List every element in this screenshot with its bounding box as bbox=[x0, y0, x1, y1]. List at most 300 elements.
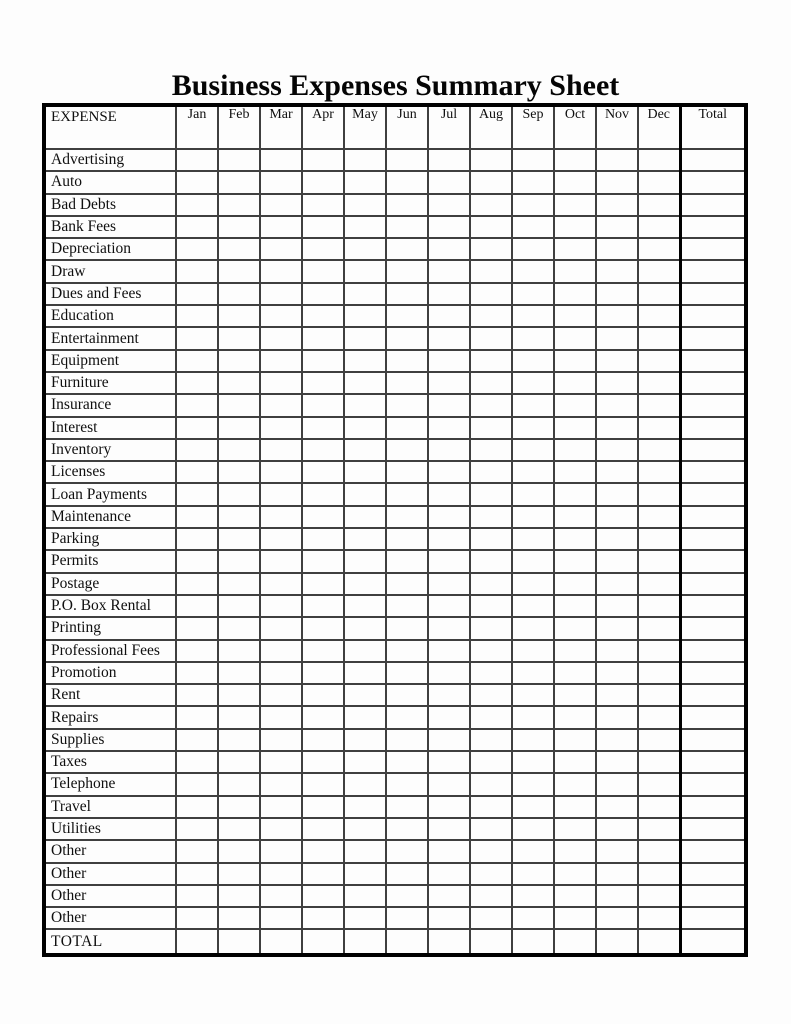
expense-row bbox=[44, 595, 746, 617]
month-value-cell bbox=[638, 260, 680, 282]
month-value-cell bbox=[218, 238, 260, 260]
month-value-cell bbox=[470, 550, 512, 572]
expense-row-label: Auto bbox=[44, 171, 176, 193]
month-value-cell bbox=[302, 796, 344, 818]
month-value-cell bbox=[302, 863, 344, 885]
month-value-cell bbox=[596, 283, 638, 305]
month-value-cell bbox=[176, 907, 218, 929]
month-value-cell bbox=[260, 662, 302, 684]
expense-row-label: Entertainment bbox=[44, 327, 176, 349]
month-value-cell bbox=[554, 194, 596, 216]
expense-row-label: P.O. Box Rental bbox=[44, 595, 176, 617]
month-value-cell bbox=[596, 394, 638, 416]
month-value-cell bbox=[218, 149, 260, 171]
month-value-cell bbox=[512, 327, 554, 349]
month-value-cell bbox=[428, 238, 470, 260]
month-value-cell bbox=[554, 595, 596, 617]
month-value-cell bbox=[176, 327, 218, 349]
month-value-cell bbox=[386, 171, 428, 193]
total-month-cell bbox=[176, 929, 218, 955]
month-value-cell bbox=[512, 773, 554, 795]
month-value-cell bbox=[512, 684, 554, 706]
total-row-label: TOTAL bbox=[44, 929, 176, 955]
month-value-cell bbox=[386, 417, 428, 439]
month-value-cell bbox=[554, 573, 596, 595]
month-value-cell bbox=[302, 372, 344, 394]
month-value-cell bbox=[344, 773, 386, 795]
month-value-cell bbox=[260, 283, 302, 305]
expense-row bbox=[44, 350, 746, 372]
expense-row bbox=[44, 617, 746, 639]
month-value-cell bbox=[554, 372, 596, 394]
expense-row-label: Education bbox=[44, 305, 176, 327]
month-value-cell bbox=[428, 573, 470, 595]
month-value-cell bbox=[554, 706, 596, 728]
row-total-cell bbox=[680, 818, 746, 840]
month-value-cell bbox=[554, 260, 596, 282]
month-value-cell bbox=[218, 506, 260, 528]
month-value-cell bbox=[428, 640, 470, 662]
month-value-cell bbox=[176, 394, 218, 416]
month-value-cell bbox=[554, 907, 596, 929]
month-value-cell bbox=[386, 885, 428, 907]
month-value-cell bbox=[638, 439, 680, 461]
month-value-cell bbox=[176, 595, 218, 617]
month-value-cell bbox=[512, 573, 554, 595]
month-value-cell bbox=[638, 684, 680, 706]
month-value-cell bbox=[428, 751, 470, 773]
month-value-cell bbox=[386, 506, 428, 528]
month-value-cell bbox=[638, 506, 680, 528]
month-value-cell bbox=[470, 662, 512, 684]
row-total-cell bbox=[680, 729, 746, 751]
month-value-cell bbox=[218, 684, 260, 706]
month-value-cell bbox=[596, 840, 638, 862]
month-value-cell bbox=[512, 528, 554, 550]
month-value-cell bbox=[638, 417, 680, 439]
row-total-cell bbox=[680, 283, 746, 305]
month-value-cell bbox=[512, 729, 554, 751]
month-value-cell bbox=[344, 617, 386, 639]
month-value-cell bbox=[596, 863, 638, 885]
month-value-cell bbox=[302, 417, 344, 439]
month-value-cell bbox=[386, 662, 428, 684]
month-value-cell bbox=[470, 617, 512, 639]
month-value-cell bbox=[428, 528, 470, 550]
month-value-cell bbox=[302, 216, 344, 238]
month-value-cell bbox=[596, 305, 638, 327]
month-value-cell bbox=[596, 706, 638, 728]
expense-row-label: Other bbox=[44, 885, 176, 907]
month-value-cell bbox=[596, 751, 638, 773]
expense-row-label: Utilities bbox=[44, 818, 176, 840]
month-value-cell bbox=[470, 706, 512, 728]
month-value-cell bbox=[260, 506, 302, 528]
month-value-cell bbox=[218, 773, 260, 795]
month-value-cell bbox=[344, 550, 386, 572]
month-value-cell bbox=[596, 417, 638, 439]
month-value-cell bbox=[344, 394, 386, 416]
row-total-cell bbox=[680, 751, 746, 773]
month-value-cell bbox=[428, 417, 470, 439]
expenses-table bbox=[42, 103, 748, 957]
month-value-cell bbox=[470, 729, 512, 751]
month-value-cell bbox=[554, 238, 596, 260]
expense-row-label: Rent bbox=[44, 684, 176, 706]
month-value-cell bbox=[428, 216, 470, 238]
month-value-cell bbox=[638, 350, 680, 372]
expense-row bbox=[44, 863, 746, 885]
row-total-cell bbox=[680, 706, 746, 728]
month-value-cell bbox=[512, 640, 554, 662]
expense-row bbox=[44, 885, 746, 907]
month-value-cell bbox=[386, 684, 428, 706]
month-value-cell bbox=[302, 238, 344, 260]
month-value-cell bbox=[176, 171, 218, 193]
month-value-cell bbox=[386, 238, 428, 260]
row-total-cell bbox=[680, 350, 746, 372]
column-header-feb: Feb bbox=[218, 105, 260, 149]
row-total-cell bbox=[680, 640, 746, 662]
month-value-cell bbox=[260, 796, 302, 818]
month-value-cell bbox=[218, 372, 260, 394]
month-value-cell bbox=[176, 350, 218, 372]
month-value-cell bbox=[218, 260, 260, 282]
month-value-cell bbox=[218, 483, 260, 505]
month-value-cell bbox=[302, 573, 344, 595]
expense-row bbox=[44, 907, 746, 929]
month-value-cell bbox=[260, 684, 302, 706]
expense-row-label: Draw bbox=[44, 260, 176, 282]
month-value-cell bbox=[218, 216, 260, 238]
expense-row-label: Supplies bbox=[44, 729, 176, 751]
month-value-cell bbox=[386, 327, 428, 349]
month-value-cell bbox=[512, 506, 554, 528]
month-value-cell bbox=[344, 818, 386, 840]
expense-row bbox=[44, 528, 746, 550]
month-value-cell bbox=[386, 863, 428, 885]
expense-row-label: Taxes bbox=[44, 751, 176, 773]
month-value-cell bbox=[302, 907, 344, 929]
month-value-cell bbox=[638, 171, 680, 193]
month-value-cell bbox=[302, 729, 344, 751]
month-value-cell bbox=[512, 840, 554, 862]
month-value-cell bbox=[596, 818, 638, 840]
expense-row bbox=[44, 483, 746, 505]
month-value-cell bbox=[260, 171, 302, 193]
month-value-cell bbox=[344, 149, 386, 171]
month-value-cell bbox=[428, 149, 470, 171]
month-value-cell bbox=[176, 840, 218, 862]
month-value-cell bbox=[260, 907, 302, 929]
month-value-cell bbox=[428, 907, 470, 929]
month-value-cell bbox=[428, 350, 470, 372]
month-value-cell bbox=[596, 885, 638, 907]
month-value-cell bbox=[218, 796, 260, 818]
month-value-cell bbox=[554, 350, 596, 372]
month-value-cell bbox=[386, 194, 428, 216]
month-value-cell bbox=[512, 550, 554, 572]
month-value-cell bbox=[386, 305, 428, 327]
month-value-cell bbox=[260, 305, 302, 327]
row-total-cell bbox=[680, 238, 746, 260]
month-value-cell bbox=[218, 350, 260, 372]
month-value-cell bbox=[470, 216, 512, 238]
month-value-cell bbox=[554, 506, 596, 528]
month-value-cell bbox=[260, 394, 302, 416]
expense-row bbox=[44, 773, 746, 795]
month-value-cell bbox=[302, 461, 344, 483]
expense-rows bbox=[44, 149, 746, 929]
month-value-cell bbox=[596, 684, 638, 706]
month-value-cell bbox=[428, 483, 470, 505]
month-value-cell bbox=[554, 773, 596, 795]
month-value-cell bbox=[386, 283, 428, 305]
month-value-cell bbox=[512, 796, 554, 818]
month-value-cell bbox=[638, 773, 680, 795]
month-value-cell bbox=[638, 149, 680, 171]
expense-row bbox=[44, 283, 746, 305]
month-value-cell bbox=[260, 863, 302, 885]
month-value-cell bbox=[512, 907, 554, 929]
month-value-cell bbox=[512, 372, 554, 394]
month-value-cell bbox=[386, 350, 428, 372]
month-value-cell bbox=[638, 863, 680, 885]
expense-row bbox=[44, 327, 746, 349]
expense-row-label: Promotion bbox=[44, 662, 176, 684]
month-value-cell bbox=[596, 483, 638, 505]
column-header-may: May bbox=[344, 105, 386, 149]
row-total-cell bbox=[680, 907, 746, 929]
month-value-cell bbox=[260, 528, 302, 550]
month-value-cell bbox=[596, 461, 638, 483]
month-value-cell bbox=[428, 327, 470, 349]
row-total-cell bbox=[680, 617, 746, 639]
row-total-cell bbox=[680, 595, 746, 617]
row-total-cell bbox=[680, 573, 746, 595]
month-value-cell bbox=[554, 216, 596, 238]
month-value-cell bbox=[218, 528, 260, 550]
month-value-cell bbox=[470, 260, 512, 282]
expense-row-label: Maintenance bbox=[44, 506, 176, 528]
month-value-cell bbox=[638, 461, 680, 483]
month-value-cell bbox=[218, 595, 260, 617]
month-value-cell bbox=[512, 751, 554, 773]
month-value-cell bbox=[554, 684, 596, 706]
month-value-cell bbox=[596, 640, 638, 662]
month-value-cell bbox=[470, 149, 512, 171]
month-value-cell bbox=[428, 283, 470, 305]
month-value-cell bbox=[554, 729, 596, 751]
month-value-cell bbox=[554, 305, 596, 327]
month-value-cell bbox=[176, 818, 218, 840]
month-value-cell bbox=[554, 171, 596, 193]
month-value-cell bbox=[512, 461, 554, 483]
month-value-cell bbox=[428, 439, 470, 461]
row-total-cell bbox=[680, 796, 746, 818]
month-value-cell bbox=[386, 372, 428, 394]
month-value-cell bbox=[470, 305, 512, 327]
month-value-cell bbox=[302, 885, 344, 907]
month-value-cell bbox=[470, 751, 512, 773]
month-value-cell bbox=[428, 305, 470, 327]
month-value-cell bbox=[218, 729, 260, 751]
month-value-cell bbox=[176, 573, 218, 595]
month-value-cell bbox=[554, 149, 596, 171]
month-value-cell bbox=[554, 796, 596, 818]
month-value-cell bbox=[344, 907, 386, 929]
total-month-cell bbox=[596, 929, 638, 955]
total-month-cell bbox=[302, 929, 344, 955]
month-value-cell bbox=[176, 640, 218, 662]
column-header-sep: Sep bbox=[512, 105, 554, 149]
month-value-cell bbox=[302, 260, 344, 282]
month-value-cell bbox=[428, 773, 470, 795]
expense-row-label: Inventory bbox=[44, 439, 176, 461]
expense-row-label: Dues and Fees bbox=[44, 283, 176, 305]
expense-row bbox=[44, 506, 746, 528]
month-value-cell bbox=[302, 818, 344, 840]
month-value-cell bbox=[344, 216, 386, 238]
month-value-cell bbox=[344, 840, 386, 862]
column-header-nov: Nov bbox=[596, 105, 638, 149]
month-value-cell bbox=[470, 773, 512, 795]
month-value-cell bbox=[218, 751, 260, 773]
month-value-cell bbox=[302, 483, 344, 505]
month-value-cell bbox=[218, 439, 260, 461]
month-value-cell bbox=[470, 327, 512, 349]
month-value-cell bbox=[302, 773, 344, 795]
row-total-cell bbox=[680, 439, 746, 461]
month-value-cell bbox=[470, 885, 512, 907]
month-value-cell bbox=[260, 483, 302, 505]
month-value-cell bbox=[428, 171, 470, 193]
expense-row-label: Parking bbox=[44, 528, 176, 550]
page-title: Business Expenses Summary Sheet bbox=[171, 69, 620, 102]
expense-row-label: Licenses bbox=[44, 461, 176, 483]
month-value-cell bbox=[302, 840, 344, 862]
row-total-cell bbox=[680, 840, 746, 862]
month-value-cell bbox=[638, 662, 680, 684]
month-value-cell bbox=[470, 483, 512, 505]
month-value-cell bbox=[638, 818, 680, 840]
month-value-cell bbox=[386, 640, 428, 662]
expense-row-label: Bad Debts bbox=[44, 194, 176, 216]
month-value-cell bbox=[302, 706, 344, 728]
row-total-cell bbox=[680, 461, 746, 483]
row-total-cell bbox=[680, 863, 746, 885]
month-value-cell bbox=[428, 885, 470, 907]
row-total-cell bbox=[680, 506, 746, 528]
month-value-cell bbox=[554, 751, 596, 773]
month-value-cell bbox=[218, 327, 260, 349]
expense-row bbox=[44, 238, 746, 260]
month-value-cell bbox=[218, 640, 260, 662]
expense-row-label: Professional Fees bbox=[44, 640, 176, 662]
expense-row bbox=[44, 706, 746, 728]
month-value-cell bbox=[512, 483, 554, 505]
month-value-cell bbox=[176, 483, 218, 505]
row-total-cell bbox=[680, 372, 746, 394]
month-value-cell bbox=[260, 640, 302, 662]
month-value-cell bbox=[554, 283, 596, 305]
month-value-cell bbox=[302, 751, 344, 773]
expense-row-label: Other bbox=[44, 907, 176, 929]
month-value-cell bbox=[302, 550, 344, 572]
month-value-cell bbox=[638, 595, 680, 617]
month-value-cell bbox=[344, 662, 386, 684]
month-value-cell bbox=[176, 528, 218, 550]
expense-row bbox=[44, 684, 746, 706]
month-value-cell bbox=[344, 885, 386, 907]
month-value-cell bbox=[470, 372, 512, 394]
month-value-cell bbox=[638, 840, 680, 862]
month-value-cell bbox=[344, 461, 386, 483]
month-value-cell bbox=[596, 595, 638, 617]
month-value-cell bbox=[176, 194, 218, 216]
month-value-cell bbox=[344, 283, 386, 305]
column-header-dec: Dec bbox=[638, 105, 680, 149]
month-value-cell bbox=[638, 729, 680, 751]
month-value-cell bbox=[218, 417, 260, 439]
month-value-cell bbox=[344, 528, 386, 550]
month-value-cell bbox=[302, 506, 344, 528]
month-value-cell bbox=[470, 283, 512, 305]
month-value-cell bbox=[176, 684, 218, 706]
month-value-cell bbox=[512, 260, 554, 282]
month-value-cell bbox=[554, 662, 596, 684]
month-value-cell bbox=[344, 417, 386, 439]
month-value-cell bbox=[386, 439, 428, 461]
month-value-cell bbox=[470, 350, 512, 372]
month-value-cell bbox=[554, 461, 596, 483]
month-value-cell bbox=[554, 394, 596, 416]
month-value-cell bbox=[470, 818, 512, 840]
month-value-cell bbox=[260, 751, 302, 773]
month-value-cell bbox=[344, 573, 386, 595]
expense-row bbox=[44, 216, 746, 238]
month-value-cell bbox=[470, 796, 512, 818]
month-value-cell bbox=[470, 528, 512, 550]
month-value-cell bbox=[386, 907, 428, 929]
month-value-cell bbox=[302, 394, 344, 416]
month-value-cell bbox=[554, 640, 596, 662]
month-value-cell bbox=[386, 729, 428, 751]
month-value-cell bbox=[512, 394, 554, 416]
month-value-cell bbox=[386, 840, 428, 862]
month-value-cell bbox=[428, 595, 470, 617]
row-total-cell bbox=[680, 260, 746, 282]
total-month-cell bbox=[260, 929, 302, 955]
expense-row-label: Other bbox=[44, 840, 176, 862]
month-value-cell bbox=[260, 149, 302, 171]
month-value-cell bbox=[470, 907, 512, 929]
month-value-cell bbox=[218, 863, 260, 885]
month-value-cell bbox=[596, 907, 638, 929]
month-value-cell bbox=[344, 350, 386, 372]
month-value-cell bbox=[218, 662, 260, 684]
expense-row-label: Furniture bbox=[44, 372, 176, 394]
total-month-cell bbox=[554, 929, 596, 955]
expense-row bbox=[44, 796, 746, 818]
month-value-cell bbox=[386, 149, 428, 171]
expense-row bbox=[44, 372, 746, 394]
month-value-cell bbox=[302, 149, 344, 171]
month-value-cell bbox=[428, 194, 470, 216]
month-value-cell bbox=[260, 706, 302, 728]
month-value-cell bbox=[512, 885, 554, 907]
month-value-cell bbox=[218, 573, 260, 595]
